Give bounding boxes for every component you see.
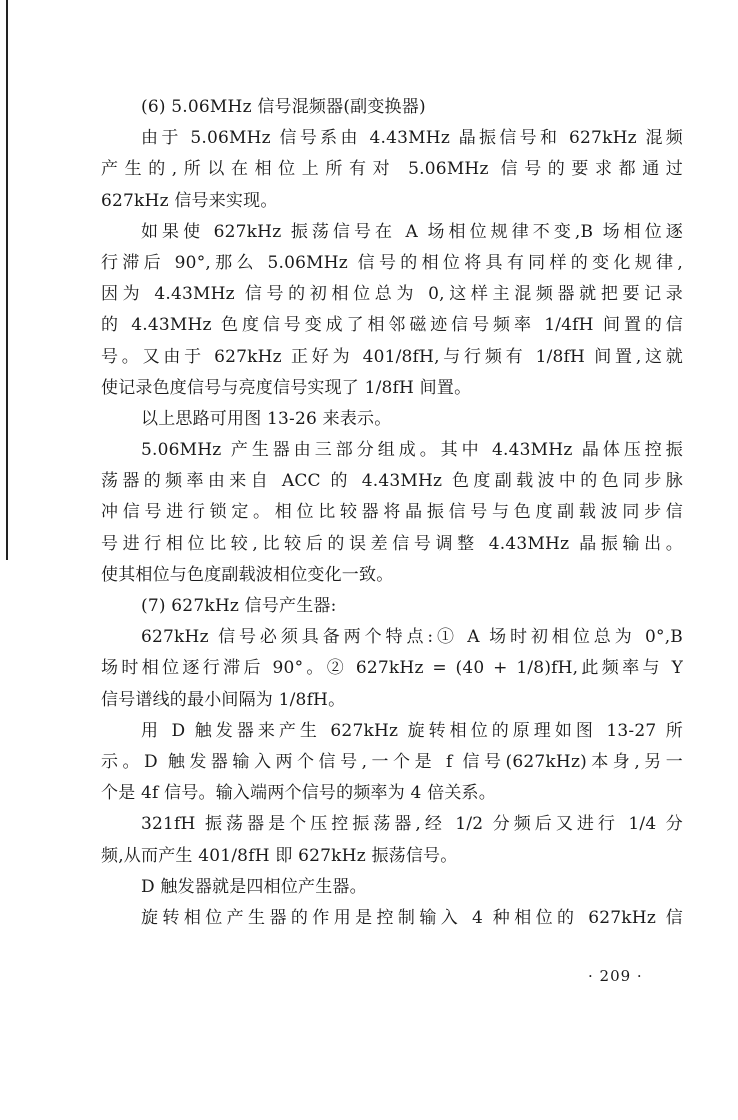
paragraph-line: 示。D 触发器输入两个信号,一个是 f 信号(627kHz)本身,另一 xyxy=(101,751,683,772)
paragraph-line: 由于 5.06MHz 信号系由 4.43MHz 晶振信号和 627kHz 混频 xyxy=(141,128,683,149)
paragraph-line: 荡器的频率由来自 ACC 的 4.43MHz 色度副载波中的色同步脉 xyxy=(101,471,683,492)
paragraph-line: 号。又由于 627kHz 正好为 401/8fH,与行频有 1/8fH 间置,这就 xyxy=(101,346,683,367)
section-heading-7: (7) 627kHz 信号产生器: xyxy=(141,596,337,616)
paragraph-line: 5.06MHz 产生器由三部分组成。其中 4.43MHz 晶体压控振 xyxy=(141,440,683,461)
paragraph-line: 信号谱线的最小间隔为 1/8fH。 xyxy=(101,689,346,710)
document-page xyxy=(101,92,683,934)
paragraph-line: 频,从而产生 401/8fH 即 627kHz 振荡信号。 xyxy=(101,845,458,866)
paragraph-line: 使记录色度信号与亮度信号实现了 1/8fH 间置。 xyxy=(101,377,472,398)
paragraph-line: 个是 4f 信号。输入端两个信号的频率为 4 倍关系。 xyxy=(101,783,496,804)
paragraph-line: 627kHz 信号必须具备两个特点:① A 场时初相位总为 0°,B xyxy=(141,627,683,648)
paragraph-line: 627kHz 信号来实现。 xyxy=(101,190,278,211)
paragraph-line: 用 D 触发器来产生 627kHz 旋转相位的原理如图 13-27 所 xyxy=(141,720,683,741)
section-heading-6: (6) 5.06MHz 信号混频器(副变换器) xyxy=(141,97,426,117)
paragraph-line: 号进行相位比较,比较后的误差信号调整 4.43MHz 晶振输出。 xyxy=(101,533,683,554)
paragraph-line: 使其相位与色度副载波相位变化一致。 xyxy=(101,564,394,585)
paragraph-line: 因为 4.43MHz 信号的初相位总为 0,这样主混频器就把要记录 xyxy=(101,284,683,305)
paragraph-line: 产生的,所以在相位上所有对 5.06MHz 信号的要求都通过 xyxy=(101,159,683,180)
paragraph-line: 行滞后 90°,那么 5.06MHz 信号的相位将具有同样的变化规律, xyxy=(101,252,683,273)
paragraph-line: 场时相位逐行滞后 90°。② 627kHz = (40 + 1/8)fH,此频率与 Y xyxy=(101,658,683,679)
paragraph-line: 如果使 627kHz 振荡信号在 A 场相位规律不变,B 场相位逐 xyxy=(141,221,683,242)
paragraph-line: D 触发器就是四相位产生器。 xyxy=(141,876,367,897)
paragraph-line: 321fH 振荡器是个压控振荡器,经 1/2 分频后又进行 1/4 分 xyxy=(141,814,683,835)
page-binding-edge xyxy=(6,0,8,560)
page-number: · 209 · xyxy=(588,967,643,985)
paragraph-line: 冲信号进行锁定。相位比较器将晶振信号与色度副载波同步信 xyxy=(101,502,683,523)
paragraph-line: 旋转相位产生器的作用是控制输入 4 种相位的 627kHz 信 xyxy=(141,907,683,928)
paragraph-line: 以上思路可用图 13-26 来表示。 xyxy=(141,408,392,429)
paragraph-line: 的 4.43MHz 色度信号变成了相邻磁迹信号频率 1/4fH 间置的信 xyxy=(101,315,683,336)
